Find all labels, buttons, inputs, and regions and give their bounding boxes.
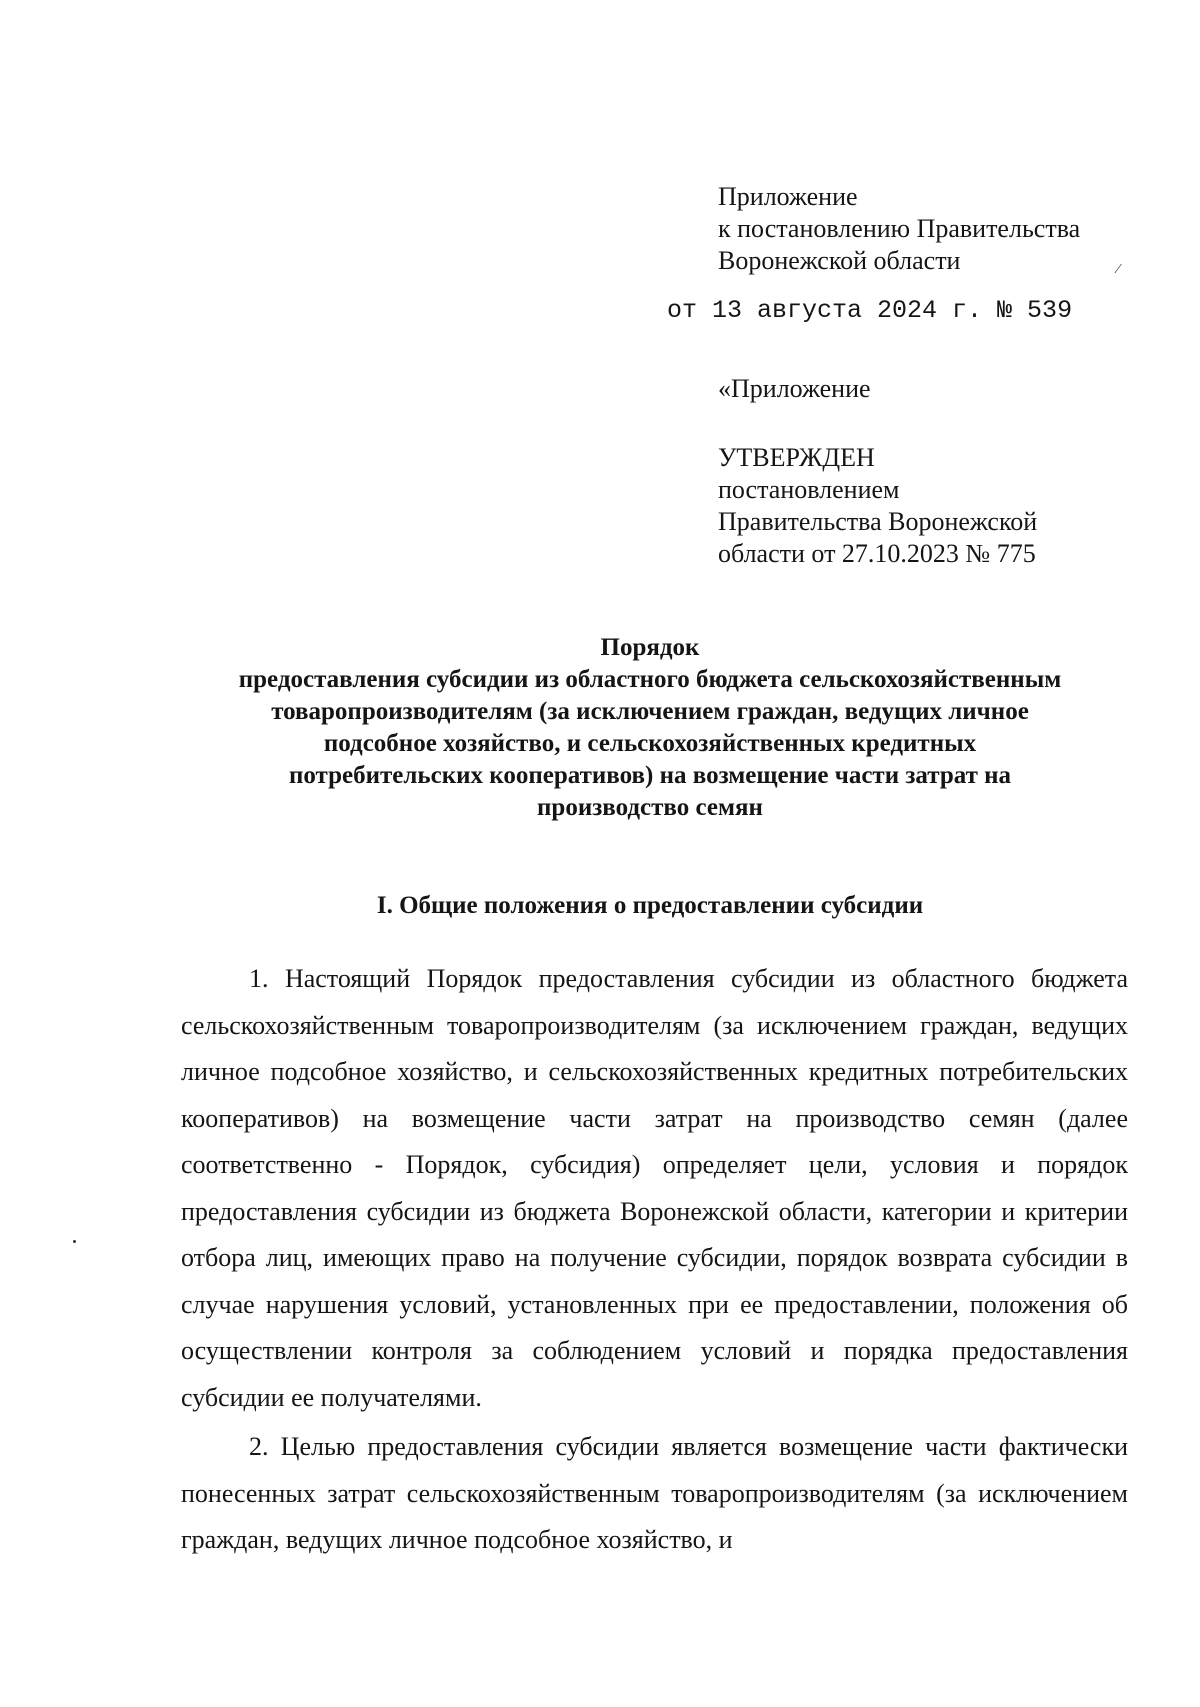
appendix-reference: к постановлению Правительства — [718, 214, 1081, 243]
paragraph: 1. Настоящий Порядок предоставления субсидии из областного бюджета сельскохозяйственным товаропроизводителям (за исключением граждан, ведущих личное подсобное хозяйство, и сельскохозяйственных кредитных потребительских кооперативов) на возмещение части затрат на производство семян (далее соответственно - Порядок, субсидия) определяет цели, условия и порядок предоставления субсидии из бюджета Воронежской области, категории и критерии отбора лиц, имеющих право на получение субсидии, порядок возврата субсидии в случае нарушения условий, установленных при ее предоставлении, положения об осуществлении контроля за соблюдением условий и порядка предоставления субсидии ее получателями. — [181, 964, 1128, 1412]
title-line: производство семян — [537, 794, 763, 821]
previous-appendix-label: «Приложение — [718, 374, 871, 403]
tick-mark: ⁄ — [1117, 262, 1120, 277]
title-line: подсобное хозяйство, и сельскохозяйственных кредитных — [323, 730, 977, 757]
approval-stamp — [718, 442, 1037, 570]
approved-line: области от 27.10.2023 № 775 — [718, 539, 1036, 568]
document-title — [150, 632, 1150, 824]
approved-heading: УТВЕРЖДЕН — [718, 443, 875, 472]
appendix-header — [718, 181, 1080, 277]
resolution-date: от 13 августа 2024 г. № 539 — [667, 296, 1073, 325]
section-heading: I. Общие положения о предоставлении субсидии — [376, 892, 924, 919]
appendix-label: Приложение — [718, 182, 858, 211]
body-text — [181, 956, 1128, 1567]
paragraph: 2. Целью предоставления субсидии является возмещение части фактически понесенных затрат сельскохозяйственным товаропроизводителям (за исключением граждан, ведущих личное подсобное хозяйство, и — [181, 1432, 1128, 1554]
scan-artifact-dot — [73, 1240, 76, 1243]
title-line: товаропроизводителям (за исключением граждан, ведущих личное — [271, 698, 1029, 725]
title-line: Порядок — [600, 634, 700, 661]
appendix-region: Воронежской области — [718, 246, 961, 275]
title-line: потребительских кооперативов) на возмещение части затрат на — [288, 762, 1012, 789]
approved-line: постановлением — [718, 475, 900, 504]
title-line: предоставления субсидии из областного бюджета сельскохозяйственным — [238, 666, 1062, 693]
approved-line: Правительства Воронежской — [718, 507, 1038, 536]
